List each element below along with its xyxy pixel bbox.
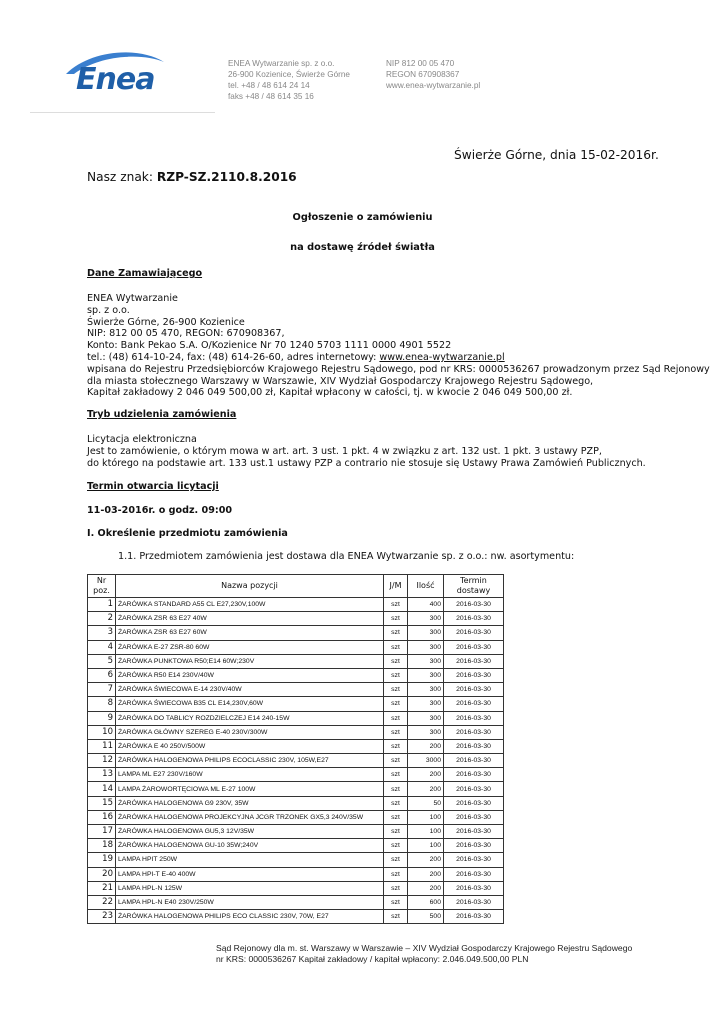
- table-row: [88, 910, 504, 924]
- table-row: [88, 825, 504, 839]
- cell-date: 2016-03-30: [444, 711, 504, 725]
- ordering-party-line: ENEA Wytwarzanie: [87, 293, 178, 304]
- table-row: [88, 612, 504, 626]
- col-header-name: Nazwa pozycji: [116, 575, 384, 598]
- cell-qty: 300: [408, 725, 444, 739]
- cell-name: ŻARÓWKA E 40 250V/500W: [116, 739, 384, 753]
- cell-jm: szt: [384, 867, 408, 881]
- cell-name: ŻARÓWKA HALOGENOWA PROJEKCYJNA JCGR TRZONEK GX5,3 240V/35W: [116, 810, 384, 824]
- reference-label: Nasz znak:: [87, 170, 157, 184]
- cell-name: ŻARÓWKA ŚWIECOWA B35 CL E14,230V,60W: [116, 697, 384, 711]
- cell-name: LAMPA ML E27 230V/160W: [116, 768, 384, 782]
- cell-name: LAMPA HPIT 250W: [116, 853, 384, 867]
- table-row: [88, 853, 504, 867]
- cell-date: 2016-03-30: [444, 668, 504, 682]
- procedure-line: Jest to zamówienie, o którym mowa w art. art. 3 ust. 1 pkt. 4 w związku z art. 132 ust. 1 pkt. 3 ustawy PZP,: [87, 445, 602, 457]
- cell-name: LAMPA HPL-N 125W: [116, 881, 384, 895]
- cell-date: 2016-03-30: [444, 654, 504, 668]
- cell-qty: 300: [408, 697, 444, 711]
- ordering-party-line: Świerże Górne, 26-900 Kozienice: [87, 316, 245, 328]
- cell-qty: 300: [408, 640, 444, 654]
- cell-name: ŻARÓWKA HALOGENOWA G9 230V, 35W: [116, 796, 384, 810]
- items-table: [87, 574, 504, 924]
- cell-nr: 17: [88, 825, 116, 839]
- cell-jm: szt: [384, 626, 408, 640]
- cell-qty: 100: [408, 825, 444, 839]
- place-date: Świerże Górne, dnia 15-02-2016r.: [454, 148, 659, 162]
- header-registry-line: NIP 812 00 05 470: [386, 59, 455, 68]
- cell-qty: 100: [408, 839, 444, 853]
- cell-name: ŻARÓWKA ŚWIECOWA E-14 230V/40W: [116, 683, 384, 697]
- table-row: [88, 796, 504, 810]
- cell-date: 2016-03-30: [444, 598, 504, 612]
- section-heading-subject: I. Określenie przedmiotu zamówienia: [87, 528, 288, 539]
- col-header-qty: Ilość: [408, 575, 444, 598]
- cell-name: ŻARÓWKA HALOGENOWA GU-10 35W;240V: [116, 839, 384, 853]
- opening-datetime: 11-03-2016r. o godz. 09:00: [87, 505, 233, 516]
- cell-qty: 300: [408, 668, 444, 682]
- cell-jm: szt: [384, 839, 408, 853]
- cell-qty: 300: [408, 711, 444, 725]
- table-row: [88, 739, 504, 753]
- enea-logo: [60, 44, 180, 100]
- cell-qty: 50: [408, 796, 444, 810]
- header-registry-line: www.enea-wytwarzanie.pl: [386, 81, 481, 90]
- cell-qty: 300: [408, 626, 444, 640]
- cell-jm: szt: [384, 711, 408, 725]
- cell-date: 2016-03-30: [444, 683, 504, 697]
- cell-qty: 500: [408, 910, 444, 924]
- cell-date: 2016-03-30: [444, 739, 504, 753]
- cell-qty: 300: [408, 612, 444, 626]
- section-heading-opening: Termin otwarcia licytacji: [87, 481, 219, 492]
- header-company-line: ENEA Wytwarzanie sp. z o.o.: [228, 59, 335, 68]
- ordering-party-line: sp. z o.o.: [87, 304, 130, 316]
- cell-nr: 6: [88, 668, 116, 682]
- cell-jm: szt: [384, 668, 408, 682]
- cell-nr: 15: [88, 796, 116, 810]
- cell-jm: szt: [384, 881, 408, 895]
- ordering-party-line: NIP: 812 00 05 470, REGON: 670908367,: [87, 328, 285, 340]
- procedure-block: [87, 434, 646, 469]
- cell-jm: szt: [384, 910, 408, 924]
- notice-subtitle: na dostawę źródeł światła: [290, 242, 435, 253]
- cell-date: 2016-03-30: [444, 754, 504, 768]
- cell-nr: 12: [88, 754, 116, 768]
- cell-date: 2016-03-30: [444, 825, 504, 839]
- subject-intro: 1.1. Przedmiotem zamówienia jest dostawa dla ENEA Wytwarzanie sp. z o.o.: nw. asortymentu:: [118, 551, 575, 562]
- logo-wordmark: Enea: [76, 62, 155, 97]
- cell-nr: 23: [88, 910, 116, 924]
- cell-name: ŻARÓWKA HALOGENOWA PHILIPS ECO CLASSIC 230V, 70W, E27: [116, 910, 384, 924]
- cell-jm: szt: [384, 853, 408, 867]
- cell-jm: szt: [384, 796, 408, 810]
- cell-name: ŻARÓWKA ZSR 63 E27 40W: [116, 612, 384, 626]
- footer-line: Sąd Rejonowy dla m. st. Warszawy w Warszawie – XIV Wydział Gospodarczy Krajowego Rejestru Sądowego: [216, 943, 633, 953]
- header-company-block: [228, 58, 350, 102]
- cell-date: 2016-03-30: [444, 697, 504, 711]
- cell-jm: szt: [384, 654, 408, 668]
- cell-name: LAMPA ŻAROWORTĘCIOWA ML E-27 100W: [116, 782, 384, 796]
- cell-date: 2016-03-30: [444, 881, 504, 895]
- cell-date: 2016-03-30: [444, 853, 504, 867]
- cell-nr: 1: [88, 598, 116, 612]
- cell-name: LAMPA HPL-N E40 230V/250W: [116, 895, 384, 909]
- cell-jm: szt: [384, 810, 408, 824]
- cell-nr: 7: [88, 683, 116, 697]
- cell-jm: szt: [384, 739, 408, 753]
- cell-qty: 300: [408, 654, 444, 668]
- cell-qty: 200: [408, 881, 444, 895]
- reference-value: RZP-SZ.2110.8.2016: [156, 170, 297, 184]
- cell-date: 2016-03-30: [444, 867, 504, 881]
- cell-date: 2016-03-30: [444, 796, 504, 810]
- cell-nr: 10: [88, 725, 116, 739]
- website-link[interactable]: www.enea-wytwarzanie.pl: [379, 351, 505, 363]
- cell-nr: 20: [88, 867, 116, 881]
- cell-name: ŻARÓWKA DO TABLICY ROZDZIELCZEJ E14 240-15W: [116, 711, 384, 725]
- cell-qty: 200: [408, 853, 444, 867]
- cell-nr: 3: [88, 626, 116, 640]
- cell-qty: 300: [408, 683, 444, 697]
- cell-nr: 8: [88, 697, 116, 711]
- table-row: [88, 839, 504, 853]
- cell-date: 2016-03-30: [444, 725, 504, 739]
- cell-jm: szt: [384, 612, 408, 626]
- table-row: [88, 810, 504, 824]
- cell-jm: szt: [384, 640, 408, 654]
- cell-date: 2016-03-30: [444, 839, 504, 853]
- header-divider: [30, 112, 215, 113]
- items-table-body: [88, 598, 504, 924]
- table-row: [88, 626, 504, 640]
- cell-date: 2016-03-30: [444, 612, 504, 626]
- cell-name: LAMPA HPI-T E-40 400W: [116, 867, 384, 881]
- cell-jm: szt: [384, 825, 408, 839]
- cell-nr: 16: [88, 810, 116, 824]
- cell-nr: 22: [88, 895, 116, 909]
- cell-nr: 19: [88, 853, 116, 867]
- ordering-party-line: Konto: Bank Pekao S.A. O/Kozienice Nr 70 1240 5703 1111 0000 4901 5522: [87, 340, 452, 352]
- cell-qty: 3000: [408, 754, 444, 768]
- cell-qty: 200: [408, 768, 444, 782]
- ordering-party-registry-line: dla miasta stołecznego Warszawy w Warszawie, XIV Wydział Gospodarczy Krajowego Rejestru Sądowego,: [87, 375, 594, 387]
- reference-number: [87, 170, 297, 184]
- header-company-line: tel. +48 / 48 614 24 14: [228, 81, 310, 90]
- table-row: [88, 668, 504, 682]
- section-heading-ordering-party: Dane Zamawiającego: [87, 268, 203, 279]
- header-registry-block: [386, 58, 480, 91]
- table-row: [88, 782, 504, 796]
- cell-nr: 4: [88, 640, 116, 654]
- ordering-party-registry-line: wpisana do Rejestru Przedsiębiorców Krajowego Rejestru Sądowego, pod nr KRS: 0000536267 prowadzonym przez Sąd Rejonowy: [87, 363, 710, 375]
- cell-nr: 14: [88, 782, 116, 796]
- header-company-line: 26-900 Kozienice, Świerże Górne: [228, 70, 350, 79]
- cell-date: 2016-03-30: [444, 768, 504, 782]
- cell-name: ŻARÓWKA ZSR 63 E27 60W: [116, 626, 384, 640]
- cell-name: ŻARÓWKA GŁÓWNY SZEREG E-40 230V/300W: [116, 725, 384, 739]
- table-row: [88, 881, 504, 895]
- cell-qty: 200: [408, 739, 444, 753]
- table-row: [88, 768, 504, 782]
- col-header-nr: Nr poz.: [88, 575, 116, 598]
- cell-name: ŻARÓWKA E-27 ZSR-80 60W: [116, 640, 384, 654]
- cell-name: ŻARÓWKA R50 E14 230V/40W: [116, 668, 384, 682]
- cell-jm: szt: [384, 782, 408, 796]
- footer: [216, 943, 632, 965]
- cell-name: ŻARÓWKA HALOGENOWA GU5,3 12V/35W: [116, 825, 384, 839]
- cell-jm: szt: [384, 683, 408, 697]
- table-row: [88, 598, 504, 612]
- cell-qty: 400: [408, 598, 444, 612]
- cell-nr: 18: [88, 839, 116, 853]
- procedure-line: do którego na podstawie art. 133 ust.1 ustawy PZP a contrario nie stosuje się Ustawy Prawa Zamówień Publicznych.: [87, 457, 646, 469]
- col-header-jm: J/M: [384, 575, 408, 598]
- cell-qty: 200: [408, 782, 444, 796]
- cell-name: ŻARÓWKA STANDARD A55 CL E27,230V,100W: [116, 598, 384, 612]
- cell-date: 2016-03-30: [444, 782, 504, 796]
- header-company-line: faks +48 / 48 614 35 16: [228, 92, 314, 101]
- col-header-date: Termin dostawy: [444, 575, 504, 598]
- table-row: [88, 654, 504, 668]
- cell-qty: 600: [408, 895, 444, 909]
- cell-jm: szt: [384, 697, 408, 711]
- cell-jm: szt: [384, 895, 408, 909]
- table-row: [88, 754, 504, 768]
- procedure-line: Licytacja elektroniczna: [87, 434, 197, 445]
- cell-nr: 21: [88, 881, 116, 895]
- table-row: [88, 683, 504, 697]
- cell-date: 2016-03-30: [444, 895, 504, 909]
- ordering-party-contact: [87, 352, 710, 364]
- cell-date: 2016-03-30: [444, 810, 504, 824]
- cell-nr: 2: [88, 612, 116, 626]
- cell-date: 2016-03-30: [444, 640, 504, 654]
- cell-jm: szt: [384, 754, 408, 768]
- cell-jm: szt: [384, 598, 408, 612]
- cell-name: ŻARÓWKA HALOGENOWA PHILIPS ECOCLASSIC 230V, 105W,E27: [116, 754, 384, 768]
- cell-date: 2016-03-30: [444, 626, 504, 640]
- footer-line: nr KRS: 0000536267 Kapitał zakładowy / kapitał wpłacony: 2.046.049.500,00 PLN: [216, 954, 529, 964]
- cell-qty: 200: [408, 867, 444, 881]
- notice-title: Ogłoszenie o zamówieniu: [292, 212, 433, 223]
- ordering-party-registry-line: Kapitał zakładowy 2 046 049 500,00 zł, Kapitał wpłacony w całości, tj. w kwocie 2 046 049 500,00 zł.: [87, 387, 573, 399]
- table-row: [88, 867, 504, 881]
- contact-prefix: tel.: (48) 614-10-24, fax: (48) 614-26-60, adres internetowy:: [87, 351, 380, 363]
- cell-nr: 5: [88, 654, 116, 668]
- cell-jm: szt: [384, 768, 408, 782]
- table-row: [88, 895, 504, 909]
- cell-nr: 9: [88, 711, 116, 725]
- cell-jm: szt: [384, 725, 408, 739]
- table-row: [88, 697, 504, 711]
- cell-nr: 11: [88, 739, 116, 753]
- ordering-party-block: [87, 293, 710, 399]
- cell-date: 2016-03-30: [444, 910, 504, 924]
- cell-nr: 13: [88, 768, 116, 782]
- header-registry-line: REGON 670908367: [386, 70, 460, 79]
- section-heading-procedure: Tryb udzielenia zamówienia: [87, 409, 237, 420]
- table-row: [88, 725, 504, 739]
- table-row: [88, 711, 504, 725]
- table-header-row: [88, 575, 504, 598]
- cell-qty: 100: [408, 810, 444, 824]
- table-row: [88, 640, 504, 654]
- cell-name: ŻARÓWKA PUNKTOWA R50;E14 60W;230V: [116, 654, 384, 668]
